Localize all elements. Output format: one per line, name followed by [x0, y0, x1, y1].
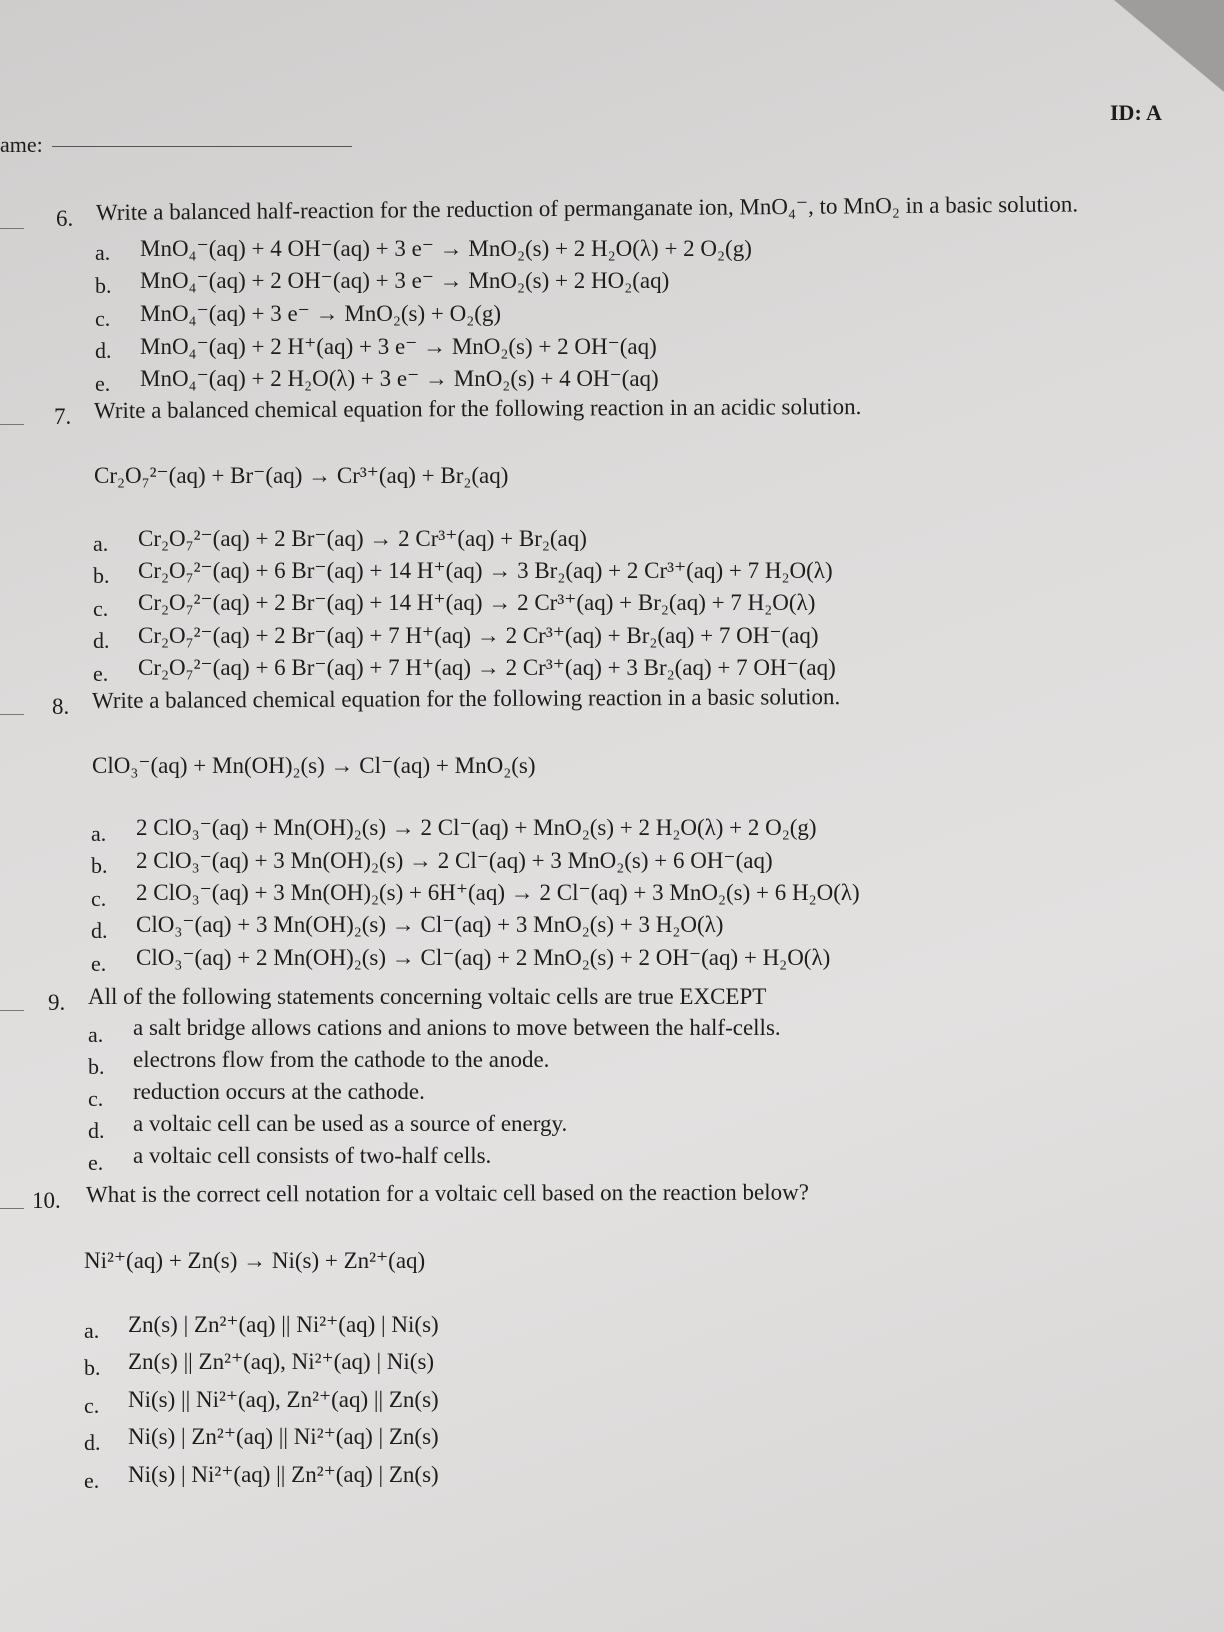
option-text: MnO₄⁻(aq) + 3 e⁻ → MnO₂(s) + O₂(g): [140, 301, 502, 326]
option-letter: c.: [88, 1086, 104, 1111]
option-letter: b.: [84, 1355, 101, 1380]
option-text: 2 ClO₃⁻(aq) + Mn(OH)₂(s) → 2 Cl⁻(aq) + MnO₂(s) + 2 H₂O(λ) + 2 O₂(g): [136, 815, 817, 840]
option-letter: d.: [93, 628, 110, 653]
option-text: Cr₂O₇²⁻(aq) + 6 Br⁻(aq) + 14 H⁺(aq) → 3 Br₂(aq) + 2 Cr³⁺(aq) + 7 H₂O(λ): [138, 558, 833, 583]
question-number: 6.: [56, 206, 74, 231]
option-letter: e.: [91, 951, 107, 976]
question-number: 7.: [54, 404, 72, 429]
test-id: ID: A: [1110, 100, 1162, 125]
option-letter: d.: [88, 1118, 105, 1143]
option-text: Cr₂O₇²⁻(aq) + 6 Br⁻(aq) + 7 H⁺(aq) → 2 Cr³⁺(aq) + 3 Br₂(aq) + 7 OH⁻(aq): [138, 655, 836, 680]
option-letter: b.: [88, 1054, 105, 1079]
option-letter: d.: [91, 918, 108, 943]
option-text: ClO₃⁻(aq) + 3 Mn(OH)₂(s) → Cl⁻(aq) + 3 MnO₂(s) + 3 H₂O(λ): [136, 912, 724, 937]
option-text: Zn(s) || Zn²⁺(aq), Ni²⁺(aq) | Ni(s): [128, 1349, 435, 1374]
option-text: Cr₂O₇²⁻(aq) + 2 Br⁻(aq) + 14 H⁺(aq) → 2 Cr³⁺(aq) + Br₂(aq) + 7 H₂O(λ): [138, 590, 816, 615]
option-text: a voltaic cell consists of two-half cells.: [133, 1143, 492, 1168]
option-text: MnO₄⁻(aq) + 2 H₂O(λ) + 3 e⁻ → MnO₂(s) + 4 OH⁻(aq): [140, 366, 659, 391]
option-text: Ni(s) || Ni²⁺(aq), Zn²⁺(aq) || Zn(s): [128, 1387, 439, 1412]
option-letter: e.: [88, 1150, 104, 1175]
question-number: 10.: [32, 1188, 61, 1213]
answer-blank[interactable]: [0, 1010, 24, 1011]
answer-blank[interactable]: [0, 714, 24, 715]
option-letter: c.: [95, 306, 111, 331]
option-text: 2 ClO₃⁻(aq) + 3 Mn(OH)₂(s) → 2 Cl⁻(aq) + 3 MnO₂(s) + 6 OH⁻(aq): [136, 848, 773, 873]
option-letter: a.: [84, 1318, 100, 1343]
option-text: MnO₄⁻(aq) + 4 OH⁻(aq) + 3 e⁻ → MnO₂(s) + 2 H₂O(λ) + 2 O₂(g): [140, 236, 752, 261]
option-text: MnO₄⁻(aq) + 2 H⁺(aq) + 3 e⁻ → MnO₂(s) + 2 OH⁻(aq): [140, 334, 657, 359]
question-text: Write a balanced half-reaction for the reduction of permanganate ion, MnO₄⁻, to MnO₂ in a basic solution.: [95, 191, 1079, 225]
option-letter: b.: [95, 273, 112, 298]
option-text: electrons flow from the cathode to the anode.: [133, 1047, 550, 1072]
question-text: Write a balanced chemical equation for the following reaction in a basic solution.: [91, 684, 841, 713]
option-letter: a.: [95, 240, 111, 265]
option-text: MnO₄⁻(aq) + 2 OH⁻(aq) + 3 e⁻ → MnO₂(s) + 2 HO₂(aq): [140, 268, 670, 293]
option-letter: c.: [93, 596, 109, 621]
answer-blank[interactable]: [0, 1208, 24, 1209]
question-text: Write a balanced chemical equation for the following reaction in an acidic solution.: [93, 393, 862, 423]
option-text: Ni(s) | Zn²⁺(aq) || Ni²⁺(aq) | Zn(s): [128, 1424, 439, 1449]
option-letter: d.: [84, 1430, 101, 1455]
option-text: Zn(s) | Zn²⁺(aq) || Ni²⁺(aq) | Ni(s): [128, 1312, 439, 1337]
option-letter: e.: [93, 661, 109, 686]
question-number: 8.: [52, 694, 70, 719]
question-text: All of the following statements concerning voltaic cells are true EXCEPT: [88, 984, 767, 1009]
option-text: a voltaic cell can be used as a source of energy.: [133, 1111, 568, 1136]
option-letter: d.: [95, 338, 112, 363]
option-text: reduction occurs at the cathode.: [133, 1079, 425, 1104]
option-letter: a.: [88, 1022, 104, 1047]
option-text: Ni(s) | Ni²⁺(aq) || Zn²⁺(aq) | Zn(s): [128, 1462, 439, 1487]
option-text: a salt bridge allows cations and anions to move between the half-cells.: [133, 1015, 781, 1040]
answer-blank[interactable]: [0, 424, 24, 425]
option-text: Cr₂O₇²⁻(aq) + 2 Br⁻(aq) + 7 H⁺(aq) → 2 Cr³⁺(aq) + Br₂(aq) + 7 OH⁻(aq): [138, 623, 819, 648]
option-letter: b.: [91, 853, 108, 878]
option-letter: b.: [93, 563, 110, 588]
name-blank-line: [52, 146, 352, 147]
option-letter: a.: [93, 531, 109, 556]
reaction-equation: ClO₃⁻(aq) + Mn(OH)₂(s) → Cl⁻(aq) + MnO₂(s): [92, 753, 536, 778]
name-label: ame:: [0, 132, 43, 157]
option-letter: c.: [91, 886, 107, 911]
option-text: 2 ClO₃⁻(aq) + 3 Mn(OH)₂(s) + 6H⁺(aq) → 2 Cl⁻(aq) + 3 MnO₂(s) + 6 H₂O(λ): [136, 880, 860, 905]
reaction-equation: Cr₂O₇²⁻(aq) + Br⁻(aq) → Cr³⁺(aq) + Br₂(aq): [94, 463, 509, 488]
option-text: Cr₂O₇²⁻(aq) + 2 Br⁻(aq) → 2 Cr³⁺(aq) + Br₂(aq): [138, 526, 587, 551]
option-letter: e.: [95, 371, 111, 396]
answer-blank[interactable]: [0, 228, 24, 229]
option-letter: c.: [84, 1393, 100, 1418]
folded-corner: [1114, 0, 1224, 92]
option-letter: a.: [91, 821, 107, 846]
option-text: ClO₃⁻(aq) + 2 Mn(OH)₂(s) → Cl⁻(aq) + 2 MnO₂(s) + 2 OH⁻(aq) + H₂O(λ): [136, 945, 831, 970]
question-text: What is the correct cell notation for a voltaic cell based on the reaction below?: [85, 1179, 809, 1207]
option-letter: e.: [84, 1468, 100, 1493]
reaction-equation: Ni²⁺(aq) + Zn(s) → Ni(s) + Zn²⁺(aq): [84, 1248, 426, 1273]
question-number: 9.: [48, 990, 66, 1015]
